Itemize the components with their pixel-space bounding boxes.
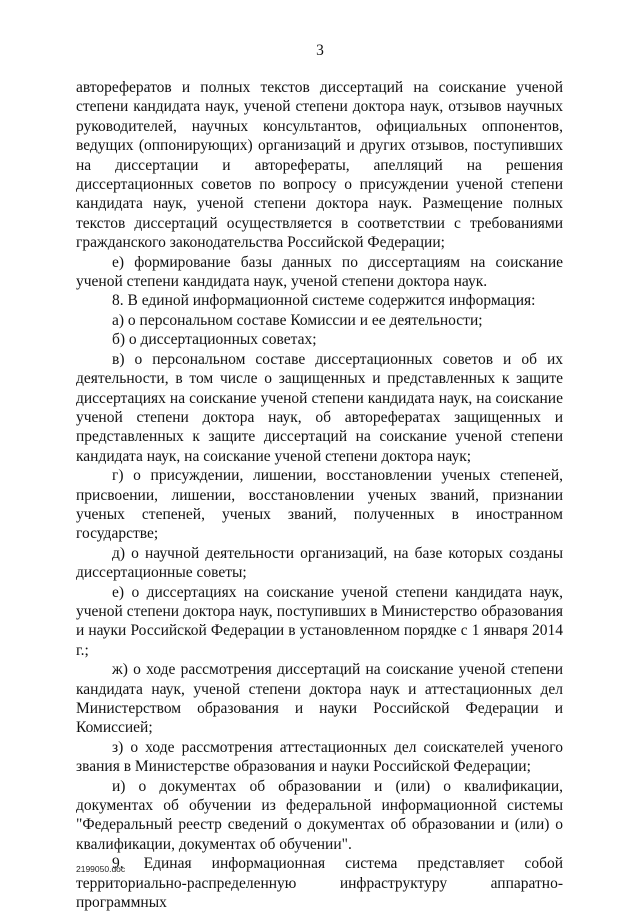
paragraph-item-a: а) о персональном составе Комиссии и ее деятельности; [112, 311, 483, 329]
paragraph-item-i: и) о документах об образовании и (или) о квалификации, документах об обучении из федеральной информационной системы "Федеральный реестр сведений о документах об образовании и (или) о квалификации, документах об обучении". [76, 777, 563, 853]
paragraph-item-e: е) о диссертациях на соискание ученой степени кандидата наук, ученой степени доктора наук, поступивших в Министерство образования и науки Российской Федерации в установленном порядке с 1 января 2014 г.; [76, 583, 563, 659]
page-number: 3 [316, 42, 324, 59]
paragraph-section-8: 8. В единой информационной системе содержится информация: [112, 292, 536, 310]
document-body [76, 78, 563, 912]
paragraph-item-zh: ж) о ходе рассмотрения диссертаций на соискание ученой степени кандидата наук, ученой степени доктора наук и аттестационных дел Министерством образования и науки Российской Федерации и Комиссией; [76, 661, 563, 737]
paragraph-section-9: 9. Единая информационная система представляет собой территориально-распределенную инфраструктуру аппаратно-программных [76, 855, 563, 912]
paragraph-item-z: з) о ходе рассмотрения аттестационных дел соискателей ученого звания в Министерстве образования и науки Российской Федерации; [76, 738, 563, 776]
paragraph-continuation: авторефератов и полных текстов диссертаций на соискание ученой степени кандидата наук, ученой степени доктора наук, отзывов научных руководителей, научных консультантов, официальных оппонентов, ведущих (оппонирующих) организаций и других отзывов, поступивших на диссертации и авторефераты, апелляций на решения диссертационных советов по вопросу о присуждении ученой степени кандидата наук, ученой степени доктора наук. Размещение полных текстов диссертаций осуществляется в соответствии с требованиями гражданского законодательства Российской Федерации; [76, 79, 563, 252]
paragraph-item-e-database: е) формирование базы данных по диссертациям на соискание ученой степени кандидата наук, ученой степени доктора наук. [76, 253, 563, 291]
paragraph-item-g: г) о присуждении, лишении, восстановлении ученых степеней, присвоении, лишении, восстановлении ученых званий, признании ученых степеней, ученых званий, полученных в иностранном государстве; [76, 467, 563, 543]
paragraph-item-v: в) о персональном составе диссертационных советов и об их деятельности, в том числе о защищенных и представленных к защите диссертациях на соискание ученой степени кандидата наук, на соискание ученой степени доктора наук, об авторефератах защищенных и представленных к защите диссертаций на соискание ученой степени кандидата наук, на соискание ученой степени доктора наук; [76, 350, 563, 465]
paragraph-item-d: д) о научной деятельности организаций, на базе которых созданы диссертационные советы; [76, 544, 563, 582]
paragraph-item-b: б) о диссертационных советах; [112, 331, 317, 349]
footer-filename: 2199050.doc [76, 864, 126, 874]
